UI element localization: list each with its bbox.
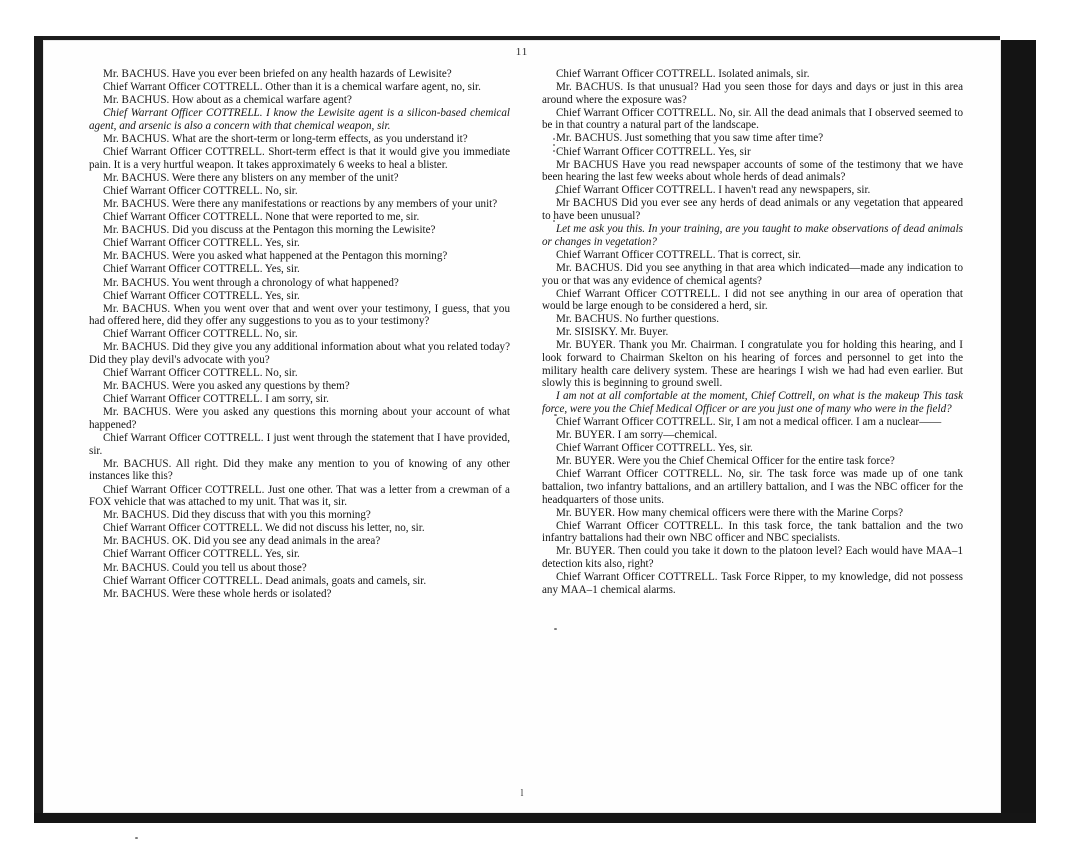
transcript-paragraph: Mr BACHUS Have you read newspaper accounts of some of the testimony that we have been hearing the last few weeks about whole herds of dead animals? [542, 158, 963, 184]
transcript-paragraph: Chief Warrant Officer COTTRELL. No, sir. [103, 328, 298, 341]
transcript-paragraph: Mr. BACHUS. All right. Did they make any mention to you of knowing of any other instances like this? [89, 457, 510, 483]
transcript-paragraph: Chief Warrant Officer COTTRELL. We did not discuss his letter, no, sir. [103, 522, 425, 535]
transcript-paragraph: Mr. BUYER. Then could you take it down to the platoon level? Each would have MAA–1 detection kits also, right? [542, 545, 963, 571]
transcript-paragraph: Mr. BACHUS. Were you asked any questions by them? [103, 380, 350, 393]
scan-left-edge [34, 36, 43, 822]
transcript-paragraph: Chief Warrant Officer COTTRELL. That is correct, sir. [556, 248, 801, 261]
transcript-paragraph: Mr. BACHUS. When you went over that and went over your testimony, I guess, that you had offered here, did they offer any suggestions to you as to your testimony? [89, 302, 510, 328]
transcript-paragraph: Mr. BUYER. Thank you Mr. Chairman. I congratulate you for holding this hearing, and I look forward to Chairman Skelton on his hearing of forces and personnel to get into the military health care delivery system. These are hearings I wish we had had even earlier. But slowly this is beginning to ground swell. [542, 339, 963, 390]
transcript-paragraph: Chief Warrant Officer COTTRELL. No, sir. [103, 184, 298, 197]
transcript-paragraph: Mr. BACHUS. How about as a chemical warfare agent? [103, 94, 352, 107]
transcript-paragraph: Chief Warrant Officer COTTRELL. Task Force Ripper, to my knowledge, did not possess any MAA–1 chemical alarms. [542, 571, 963, 596]
right-text-column [542, 68, 963, 601]
transcript-paragraph: Mr. BUYER. How many chemical officers were there with the Marine Corps? [556, 506, 903, 519]
transcript-paragraph: Chief Warrant Officer COTTRELL. Yes, sir. [103, 263, 300, 276]
transcript-paragraph: Chief Warrant Officer COTTRELL. I am sorry, sir. [103, 393, 329, 406]
transcript-paragraph: Mr. BACHUS. Did you discuss at the Pentagon this morning the Lewisite? [103, 224, 436, 237]
transcript-paragraph: Mr BACHUS Did you ever see any herds of dead animals or any vegetation that appeared to have been unusual? [542, 197, 963, 223]
page-footer-mark: l [520, 788, 524, 799]
transcript-paragraph: Chief Warrant Officer COTTRELL. I did not see anything in our area of operation that would be large enough to be considered a herd, sir. [542, 287, 963, 313]
transcript-paragraph: Chief Warrant Officer COTTRELL. Sir, I am not a medical officer. I am a nuclear—— [556, 416, 942, 429]
left-text-column [89, 68, 510, 601]
text-columns [89, 68, 963, 601]
transcript-paragraph: Chief Warrant Officer COTTRELL. Yes, sir. [103, 289, 300, 302]
scan-speck [135, 837, 138, 839]
transcript-paragraph: Chief Warrant Officer COTTRELL. None that were reported to me, sir. [103, 211, 420, 224]
transcript-paragraph: Mr. BACHUS. Were there any manifestations or reactions by any members of your unit? [103, 197, 498, 210]
transcript-paragraph: Mr. BACHUS. Did they discuss that with you this morning? [103, 509, 371, 522]
page-sheet [43, 40, 1001, 813]
transcript-paragraph: Mr. BACHUS. Have you ever been briefed on any health hazards of Lewisite? [103, 68, 452, 80]
transcript-paragraph: Mr. BACHUS. No further questions. [556, 313, 720, 326]
transcript-paragraph: Mr. BACHUS. Did you see anything in that area which indicated—made any indication to you or that was any evidence of chemical agents? [542, 261, 963, 287]
transcript-paragraph: Chief Warrant Officer COTTRELL. Yes, sir. [103, 237, 300, 250]
transcript-paragraph: Mr. BUYER. I am sorry—chemical. [556, 429, 718, 442]
transcript-paragraph: Chief Warrant Officer COTTRELL. Short-term effect is that it would give you immediate pain. It is a very hurtful weapon. It takes approximately 6 weeks to heal a blister. [89, 146, 510, 171]
transcript-paragraph: Chief Warrant Officer COTTRELL. Yes, sir [556, 145, 751, 158]
transcript-paragraph: Chief Warrant Officer COTTRELL. Isolated animals, sir. [556, 68, 810, 80]
transcript-paragraph: Chief Warrant Officer COTTRELL. Yes, sir. [556, 442, 753, 455]
transcript-paragraph: Mr. BACHUS. Were you asked what happened at the Pentagon this morning? [103, 250, 448, 263]
transcript-paragraph: Mr. BACHUS. Is that unusual? Had you seen those for days and days or just in this area around where the exposure was? [542, 81, 963, 106]
transcript-paragraph: Mr. BACHUS. Were there any blisters on any member of the unit? [103, 171, 399, 184]
scan-speck [554, 628, 557, 630]
transcript-paragraph: Mr. BACHUS. Were you asked any questions this morning about your account of what happened? [89, 406, 510, 432]
transcript-paragraph: Chief Warrant Officer COTTRELL. Just one other. That was a letter from a crewman of a FOX vehicle that was attached to my unit. That was it, sir. [89, 483, 510, 509]
transcript-paragraph: Mr. SISISKY. Mr. Buyer. [556, 326, 669, 339]
transcript-paragraph: Mr. BACHUS. Did they give you any additional information about what you related today? Did they play devil's advocate with you? [89, 341, 510, 367]
transcript-paragraph: Chief Warrant Officer COTTRELL. In this task force, the tank battalion and the two infantry battalions had their own NBC officer and NBC specialists. [542, 519, 963, 545]
transcript-paragraph: Chief Warrant Officer COTTRELL. I just went through the statement that I have provided, sir. [89, 432, 510, 457]
transcript-paragraph: Chief Warrant Officer COTTRELL. No, sir. All the dead animals that I observed seemed to be in that country a natural part of the landscape. [542, 106, 963, 132]
transcript-paragraph: Mr. BACHUS. Were these whole herds or isolated? [103, 587, 332, 600]
transcript-paragraph: Mr. BACHUS. You went through a chronology of what happened? [103, 276, 399, 289]
page-number: 11 [515, 46, 529, 58]
transcript-paragraph: Chief Warrant Officer COTTRELL. No, sir. [103, 367, 298, 380]
scan-bottom-edge [34, 813, 1036, 823]
transcript-paragraph: Mr. BACHUS. OK. Did you see any dead animals in the area? [103, 535, 381, 548]
transcript-paragraph: Mr. BACHUS. Could you tell us about those? [103, 561, 307, 574]
transcript-paragraph: Chief Warrant Officer COTTRELL. Other than it is a chemical warfare agent, no, sir. [103, 81, 481, 94]
transcript-paragraph: Chief Warrant Officer COTTRELL. Dead animals, goats and camels, sir. [103, 574, 427, 587]
transcript-paragraph: Let me ask you this. In your training, are you taught to make observations of dead animals or changes in vegetation? [542, 223, 963, 248]
transcript-paragraph: Mr. BACHUS. Just something that you saw time after time? [556, 132, 824, 145]
transcript-paragraph: Mr. BACHUS. What are the short-term or long-term effects, as you understand it? [103, 132, 468, 145]
transcript-paragraph: Chief Warrant Officer COTTRELL. I know the Lewisite agent is a silicon-based chemical agent, and arsenic is also a concern with that chemical weapon, sir. [89, 107, 510, 132]
transcript-paragraph: Chief Warrant Officer COTTRELL. I haven't read any newspapers, sir. [556, 184, 871, 197]
transcript-paragraph: I am not at all comfortable at the moment, Chief Cottrell, on what is the makeup This task force, were you the Chief Medical Officer or are you just one of many who were in the field? [542, 390, 963, 415]
transcript-paragraph: Chief Warrant Officer COTTRELL. Yes, sir. [103, 548, 300, 561]
transcript-paragraph: Chief Warrant Officer COTTRELL. No, sir. The task force was made up of one tank battalion, two infantry battalions, and an artillery battalion, and I was the NBC officer for the headquarters of those units. [542, 468, 963, 506]
transcript-paragraph: Mr. BUYER. Were you the Chief Chemical Officer for the entire task force? [556, 455, 895, 468]
scan-right-edge [1000, 40, 1036, 820]
